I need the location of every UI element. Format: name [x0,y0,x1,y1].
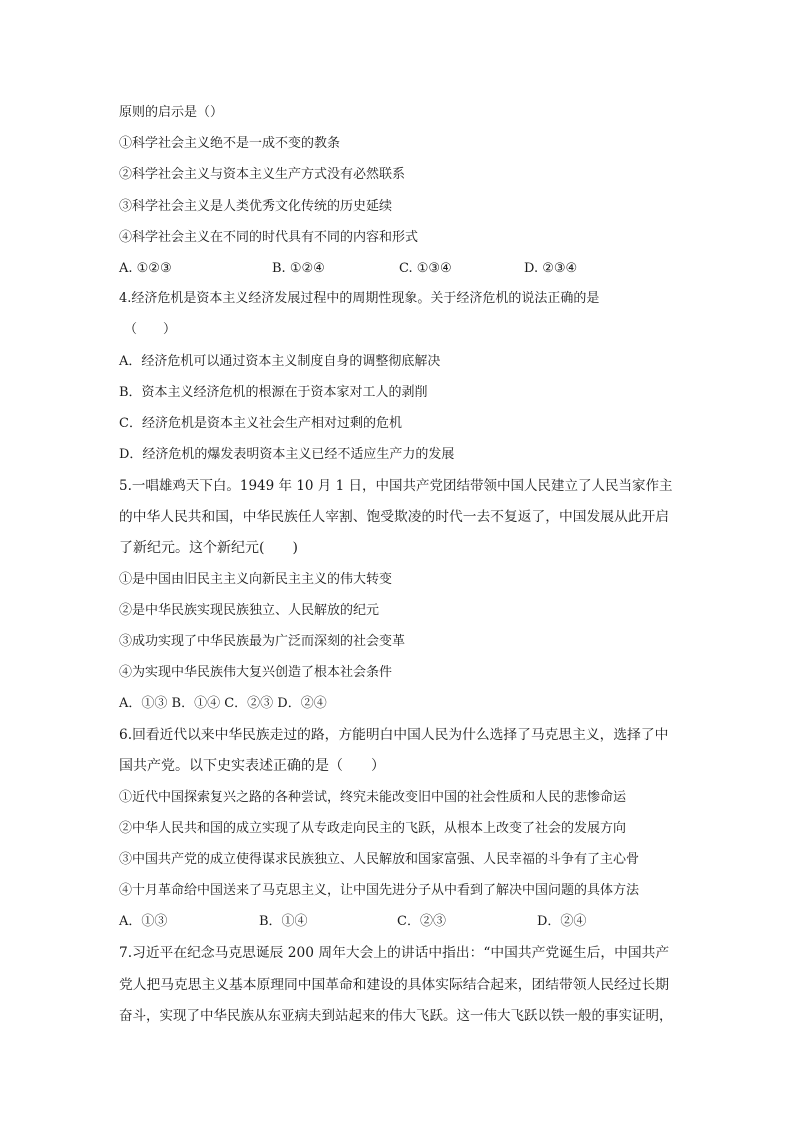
q3-option-d: D. ②③④ [524,261,578,276]
q3-item-4: ④科学社会主义在不同的时代具有不同的内容和形式 [119,230,419,245]
q4-option-d: D．经济危机的爆发表明资本主义已经不适应生产力的发展 [119,447,455,462]
q5-stem-line-2: 的中华人民共和国，中华民族任人宰割、饱受欺凌的时代一去不复返了，中国发展从此开启 [119,509,670,525]
q6-item-1: ①近代中国探索复兴之路的各种尝试，终究未能改变旧中国的社会性质和人民的悲惨命运 [119,790,627,805]
q7-stem-line-2: 党人把马克思主义基本原理同中国革命和建设的具体实际结合起来，团结带领人民经过长期 [119,977,670,993]
q5-stem-line-1: 5.一唱雄鸡天下白。1949 年 10 月 1 日，中国共产党团结带领中国人民建立了人民当家作主 [119,478,673,494]
q6-item-4: ④十月革命给中国送来了马克思主义，让中国先进分子从中看到了解决中国问题的具体方法 [119,883,640,898]
q6-item-2: ②中华人民共和国的成立实现了从专政走向民主的飞跃，从根本上改变了社会的发展方向 [119,821,627,836]
q4-option-c: C．经济危机是资本主义社会生产相对过剩的危机 [119,416,402,431]
q6-item-3: ③中国共产党的成立使得谋求民族独立、人民解放和国家富强、人民幸福的斗争有了主心骨 [119,852,640,867]
q3-item-3: ③科学社会主义是人类优秀文化传统的历史延续 [119,199,393,214]
q5-item-4: ④为实现中华民族伟大复兴创造了根本社会条件 [119,665,393,680]
q3-item-1: ①科学社会主义绝不是一成不变的教条 [119,136,341,151]
q6-stem-line-1: 6.回看近代以来中华民族走过的路，方能明白中国人民为什么选择了马克思主义，选择了中 [119,727,669,743]
q3-item-2: ②科学社会主义与资本主义生产方式没有必然联系 [119,167,406,182]
q4-paren: （ ） [124,322,177,337]
q5-item-1: ①是中国由旧民主主义向新民主主义的伟大转变 [119,572,393,587]
q3-option-a: A. ①②③ [119,261,172,276]
q6-option-b: B．①④ [259,914,308,929]
q6-option-d: D．②④ [537,914,587,929]
q4-stem: 4.经济危机是资本主义经济发展过程中的周期性现象。关于经济危机的说法正确的是 [119,291,600,306]
q5-stem-line-3: 了新纪元。这个新纪元( ) [119,540,298,556]
q5-item-2: ②是中华民族实现民族独立、人民解放的纪元 [119,603,380,618]
q6-option-a: A．①③ [119,914,168,929]
q6-option-c: C．②③ [397,914,446,929]
q3-option-b: B. ①②④ [272,261,325,276]
q3-option-c: C. ①③④ [399,261,452,276]
q4-option-b: B．资本主义经济危机的根源在于资本家对工人的剥削 [119,385,428,400]
q4-option-a: A．经济危机可以通过资本主义制度自身的调整彻底解决 [119,354,441,369]
q5-options: A．①③ B．①④ C．②③ D．②④ [119,696,327,711]
q6-stem-line-2: 国共产党。以下史实表述正确的是（ ） [119,758,385,774]
q3-stem-tail: 原则的启示是（） [119,105,224,120]
q7-stem-line-3: 奋斗，实现了中华民族从东亚病夫到站起来的伟大飞跃。这一伟大飞跃以铁一般的事实证明， [119,1008,673,1024]
q5-item-3: ③成功实现了中华民族最为广泛而深刻的社会变革 [119,634,406,649]
q7-stem-line-1: 7.习近平在纪念马克思诞辰 200 周年大会上的讲话中指出：“中国共产党诞生后，中国共产 [119,945,670,961]
